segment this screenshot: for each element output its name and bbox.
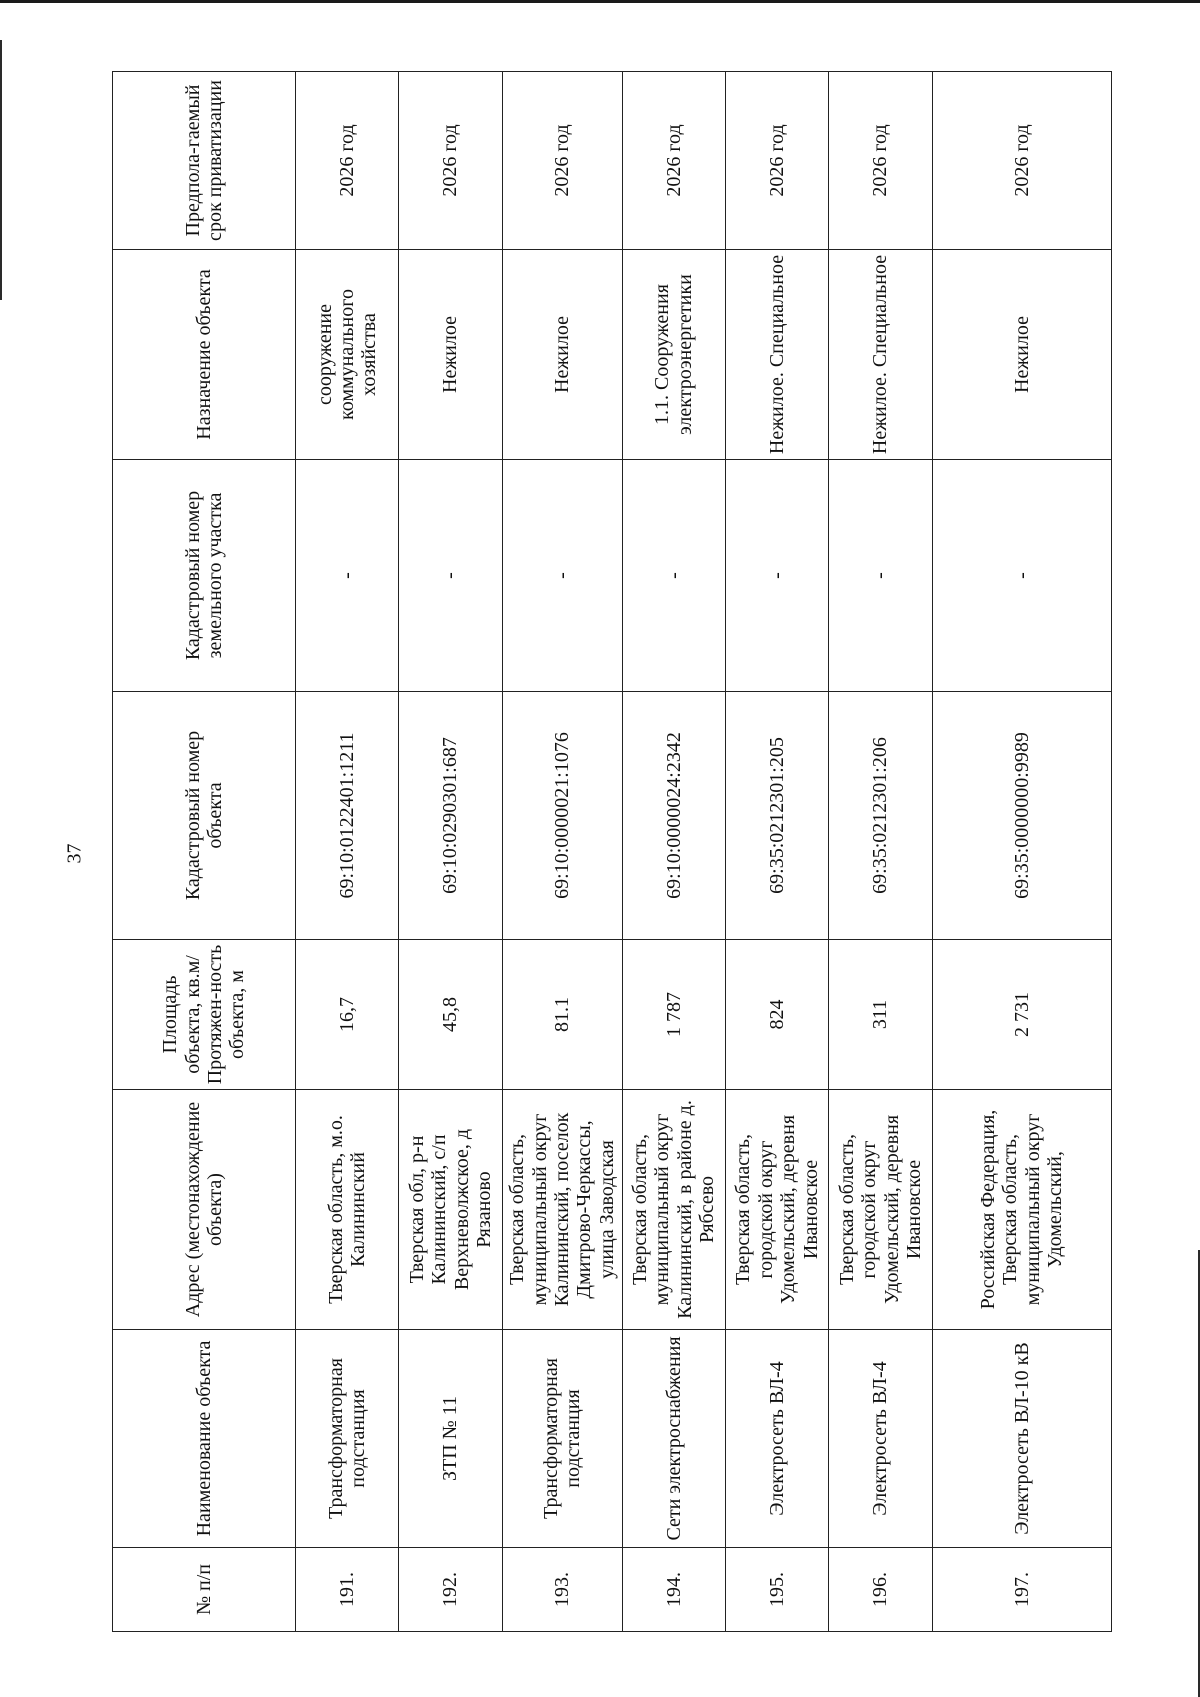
object-name: Трансформаторная подстанция — [502, 1330, 622, 1548]
cadastral-object: 69:10:0122401:1211 — [296, 692, 399, 940]
row-number: 195. — [725, 1548, 828, 1632]
object-name: Сети электроснабжения — [622, 1330, 725, 1548]
object-name: Электросеть ВЛ-4 — [829, 1330, 932, 1548]
cadastral-land: - — [502, 460, 622, 692]
page-number: 37 — [63, 843, 86, 864]
cadastral-object: 69:35:0212301:205 — [725, 692, 828, 940]
scan-edge-left — [0, 40, 2, 300]
object-purpose: 1.1. Сооружения электроэнергетики — [622, 250, 725, 460]
row-number: 191. — [296, 1548, 399, 1632]
privatization-term: 2026 год — [622, 72, 725, 250]
cadastral-land: - — [622, 460, 725, 692]
table-row — [725, 72, 828, 1632]
row-number: 194. — [622, 1548, 725, 1632]
cadastral-land: - — [296, 460, 399, 692]
object-name: Трансформаторная подстанция — [296, 1330, 399, 1548]
object-area: 16,7 — [296, 940, 399, 1090]
privatization-term: 2026 год — [502, 72, 622, 250]
object-address: Тверская область, м.о. Калининский — [296, 1090, 399, 1330]
table-row — [829, 72, 932, 1632]
object-address: Российская Федерация, Тверская область, муниципальный округ Удомельский, — [932, 1090, 1111, 1330]
object-address: Тверская область, городской округ Удомельский, деревня Ивановское — [829, 1090, 932, 1330]
cadastral-object: 69:35:0000000:9989 — [932, 692, 1111, 940]
cadastral-object: 69:35:0212301:206 — [829, 692, 932, 940]
cadastral-land: - — [399, 460, 502, 692]
header-area: Площадь объекта, кв.м/ Протяжен-ность объекта, м — [113, 940, 296, 1090]
object-address: Тверская область, городской округ Удомельский, деревня Ивановское — [725, 1090, 828, 1330]
scan-edge-top — [0, 0, 1200, 3]
cadastral-object: 69:10:0000021:1076 — [502, 692, 622, 940]
object-purpose: Нежилое — [399, 250, 502, 460]
header-term: Предпола-гаемый срок приватизации — [113, 72, 296, 250]
header-cadastral-object: Кадастровый номер объекта — [113, 692, 296, 940]
row-number: 196. — [829, 1548, 932, 1632]
object-area: 311 — [829, 940, 932, 1090]
privatization-registry-table — [112, 71, 1112, 1632]
object-area: 2 731 — [932, 940, 1111, 1090]
cadastral-land: - — [829, 460, 932, 692]
privatization-term: 2026 год — [296, 72, 399, 250]
row-number: 193. — [502, 1548, 622, 1632]
privatization-term: 2026 год — [829, 72, 932, 250]
table-row — [502, 72, 622, 1632]
object-name: Электросеть ВЛ-4 — [725, 1330, 828, 1548]
privatization-term: 2026 год — [725, 72, 828, 250]
object-area: 81.1 — [502, 940, 622, 1090]
object-address: Тверская обл, р-н Калининский, с/п Верхневолжское, д Рязаново — [399, 1090, 502, 1330]
cadastral-land: - — [725, 460, 828, 692]
cadastral-land: - — [932, 460, 1111, 692]
privatization-term: 2026 год — [399, 72, 502, 250]
cadastral-object: 69:10:0000024:2342 — [622, 692, 725, 940]
object-purpose: сооружение коммунального хозяйства — [296, 250, 399, 460]
table-header-row — [113, 72, 296, 1632]
object-address: Тверская область, муниципальный округ Калининский, в районе д. Рябсево — [622, 1090, 725, 1330]
header-purpose: Назначение объекта — [113, 250, 296, 460]
object-purpose: Нежилое — [502, 250, 622, 460]
object-area: 824 — [725, 940, 828, 1090]
table-row — [399, 72, 502, 1632]
header-address: Адрес (местонахождение объекта) — [113, 1090, 296, 1330]
object-area: 1 787 — [622, 940, 725, 1090]
object-address: Тверская область, муниципальный округ Калининский, поселок Дмитрово-Черкассы, улица Заводская — [502, 1090, 622, 1330]
header-cadastral-land: Кадастровый номер земельного участка — [113, 460, 296, 692]
cadastral-object: 69:10:0290301:687 — [399, 692, 502, 940]
header-name: Наименование объекта — [113, 1330, 296, 1548]
privatization-term: 2026 год — [932, 72, 1111, 250]
table-row — [622, 72, 725, 1632]
object-name: ЗТП № 11 — [399, 1330, 502, 1548]
object-name: Электросеть ВЛ-10 кВ — [932, 1330, 1111, 1548]
header-number: № п/п — [113, 1548, 296, 1632]
row-number: 192. — [399, 1548, 502, 1632]
object-purpose: Нежилое. Специальное — [725, 250, 828, 460]
row-number: 197. — [932, 1548, 1111, 1632]
object-area: 45,8 — [399, 940, 502, 1090]
registry-table-container — [112, 72, 1112, 1632]
object-purpose: Нежилое — [932, 250, 1111, 460]
table-row — [932, 72, 1111, 1632]
object-purpose: Нежилое. Специальное — [829, 250, 932, 460]
table-row — [296, 72, 399, 1632]
